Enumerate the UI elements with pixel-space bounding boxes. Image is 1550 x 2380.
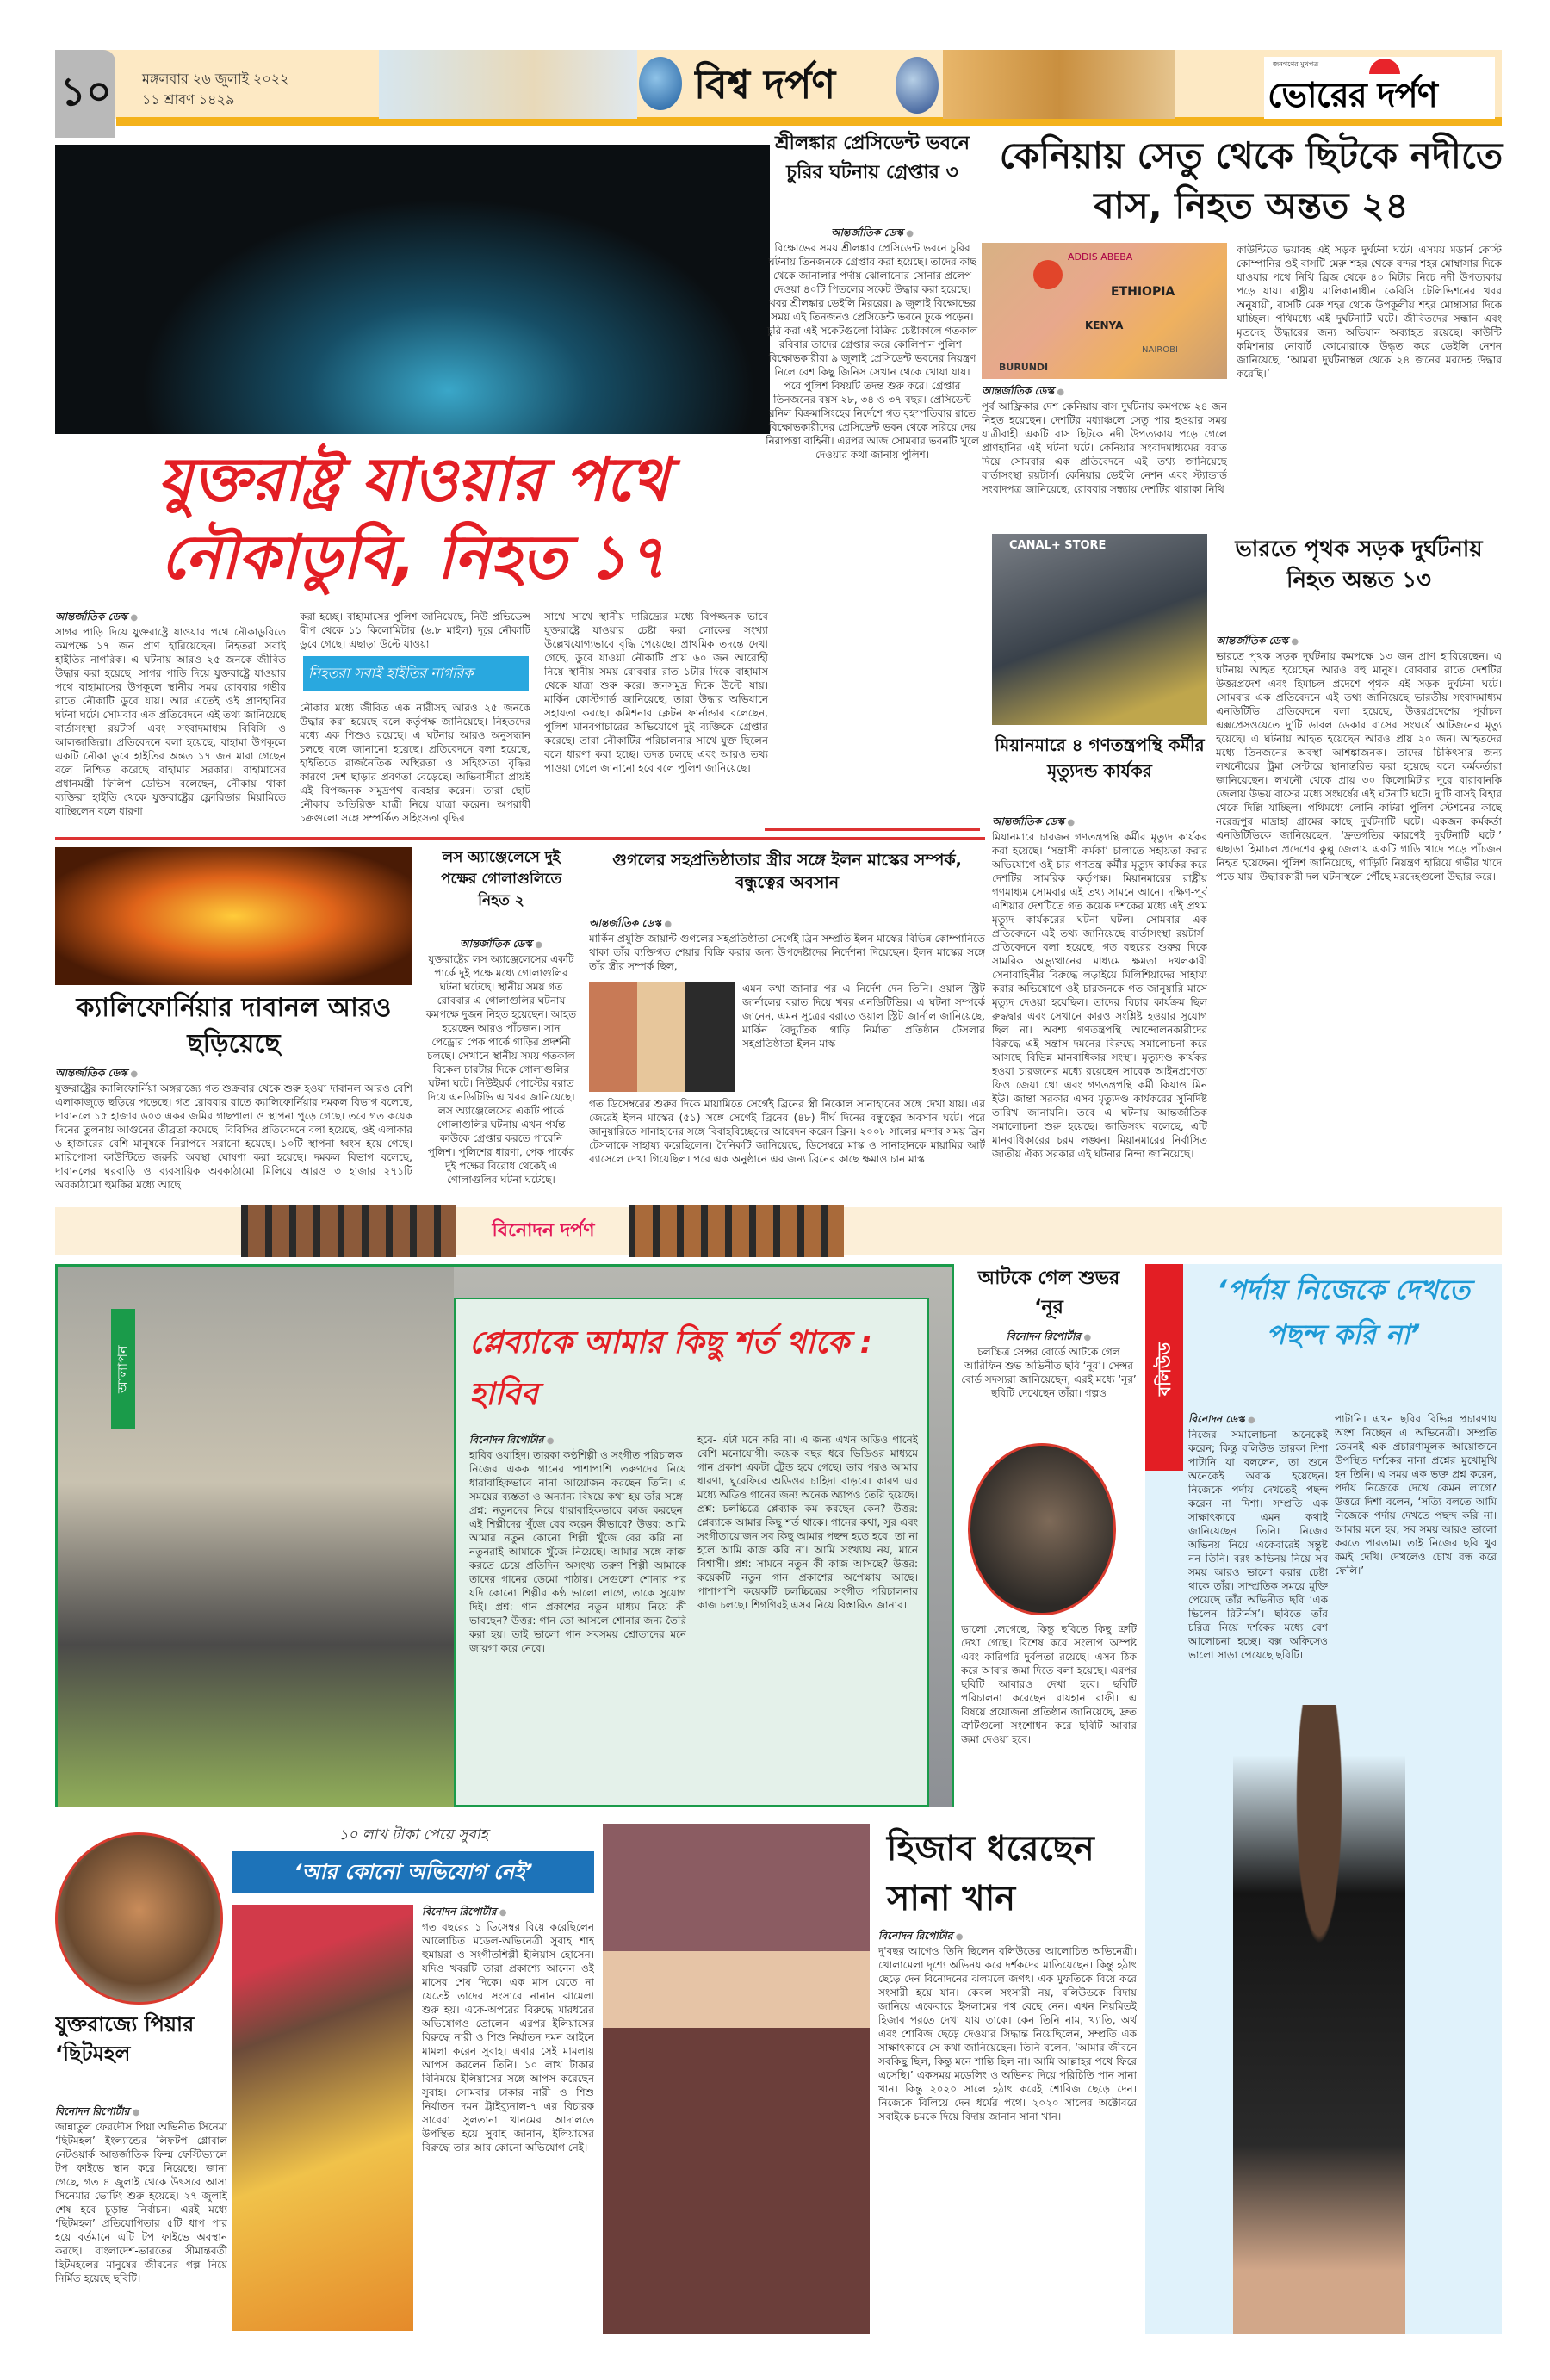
google-article-side: এমন কথা জানার পর এ নির্দেশ দেন তিনি। ওয়াল স্ট্রিট জার্নালের বরাত দিয়ে খবর এনডিটিভির। এ ঘটনা সম্পর্কে জানেন, এমন সূত্রের বরাতে ওয়াল স্ট্রিট জার্নাল জানিয়েছে, মার্কিন বৈদ্যুতিক গাড়ি নির্মাতা প্রতিষ্ঠান টেসলার সহপ্রতিষ্ঠাতা ইলন মাস্ক [742,982,985,1050]
article-text: গত বছরের ১ ডিসেম্বর বিয়ে করেছিলেন আলোচিত মডেল-অভিনেত্রী সুবাহ শাহ হুমায়রা ও সংগীতশিল্পী ইলিয়াস হোসেন। যদিও খবরটি তারা প্রকাশ্যে আনেন ওই মাসের শেষ দিকে। এক মাস যেতে না যেতেই তাদের সংসারে নানান ঝামেলা শুরু হয়। একে-অপরের বিরুদ্ধে মারধরের অভিযোগও তোলেন। এরপর ইলিয়াসের বিরুদ্ধে নারী ও শিশু নির্যাতন দমন আইনে মামলা করেন সুবাহ। এবার সেই মামলায় আপস করলেন তিনি। ১০ লাখ টাকার বিনিময়ে ইলিয়াসের সঙ্গে আপস করেছেন সুবাহ। সোমবার ঢাকার নারী ও শিশু নির্যাতন দমন ট্রাইব্যুনাল-৭ এর বিচারক সাবেরা সুলতানা খানমের আদালতে উপস্থিত হয়ে সুবাহ জানান, ইলিয়াসের বিরুদ্ধে তার আর কোনো অভিযোগ নেই। [422,1921,594,2154]
kenya-headline: কেনিয়ায় সেতু থেকে ছিটকে নদীতে বাস, নিহত অন্তত ২৪ [999,134,1504,226]
shuvo-photo [968,1443,1116,1615]
map-label: KENYA [1085,319,1124,332]
logo-tagline: জনগণের মুখপত্র [1273,60,1319,68]
article-text: চলচ্চিত্র সেন্সর বোর্ডে আটকে গেল আরিফিন শুভ অভিনীত ছবি ‘নূর’। সেন্সর বোর্ড সদস্যরা জানিয়েছেন, এরই মধ্যে ‘নূর’ ছবিটি দেখেছেন তাঁরা। গল্পও [961,1346,1137,1399]
srilanka-article [765,226,980,821]
shuvo-headline: আটকে গেল শুভর ‘নূর [977,1267,1120,1318]
myanmar-headline: মিয়ানমারে ৪ গণতন্ত্রপন্থি কর্মীর মৃত্যুদন্ড কার্যকর [995,734,1205,781]
date-gregorian: মঙ্গলবার ২৬ জুলাই ২০২২ [142,71,289,87]
byline: বিনোদন ডেস্ক ● [1188,1412,1328,1428]
byline: বিনোদন রিপোর্টার ● [878,1929,1137,1944]
boat-headline: যুক্তরাষ্ট্র যাওয়ার পথে নৌকাডুবি, নিহত ১৭ [158,444,669,592]
piya-article [55,2104,227,2334]
india-headline: ভারতে পৃথক সড়ক দুর্ঘটনায় নিহত অন্তত ১৩ [1235,536,1483,593]
world-landmarks-image [379,50,637,119]
article-text: নিজের সমালোচনা অনেকেই করেন; কিন্তু বলিউড তারকা দিশা পাটানি যা বললেন, তা শুনে অনেকেই অবাক হয়েছেন। নিজেকে পর্দায় দেখতেই পছন্দ করেন না দিশা। সম্প্রতি এক সাক্ষাৎকারে এমন কথাই জানিয়েছেন তিনি। নিজের অভিনয় নিয়ে একেবারেই সন্তুষ্ট নন তিনি। বরং অভিনয় নিয়ে সব সময় আরও ভালো করার চেষ্টা থাকে তাঁর। সাম্প্রতিক সময়ে মুক্তি পেয়েছে তাঁর অভিনীত ছবি ‘এক ভিলেন রিটার্নস’। ছবিতে তাঁর চরিত্র নিয়ে দর্শকের মধ্যে বেশ আলোচনা হচ্ছে। বক্স অফিসেও ভালো সাড়া পেয়েছে ছবিটি। [1188,1429,1328,1661]
boat-article-col3 [544,610,768,825]
byline: বিনোদন রিপোর্টার ● [469,1433,686,1448]
article-text: করা হচ্ছে। বাহামাসের পুলিশ জানিয়েছে, নিউ প্রভিডেন্স দ্বীপ থেকে ১১ কিলোমিটার (৬.৮ মাইল) দূরে নৌকাটি ডুবে গেছে। এছাড়া উল্টে যাওয়া [300,610,530,650]
boat-article-col1 [55,610,286,825]
article-text: ভারতে পৃথক সড়ক দুর্ঘটনায় কমপক্ষে ১৩ জন প্রাণ হারিয়েছেন। এ ঘটনায় আহত হয়েছেন আরও বহু মানুষ। রোববার রাতে দেশটির উত্তরপ্রদেশ এবং হিমাচল প্রদেশে পৃথক এই সড়ক দুর্ঘটনা ঘটে। সোমবার এক প্রতিবেদনে এই তথ্য জানিয়েছে ভারতীয় সংবাদমাধ্যম এনডিটিভি। প্রতিবেদনে বলা হয়েছে, উত্তরপ্রদেশের পূর্বাচল এক্সপ্রেসওয়েতে দু'টি ডাবল ডেকার বাসের সংঘর্ষে আটজনের মৃত্যু হয়েছে। এ ঘটনায় আহত হয়েছেন আরও প্রায় ২০ জন। আহতদের মধ্যে তিনজনের অবস্থা আশঙ্কাজনক। তাদের চিকিৎসার জন্য লখনৌয়ের ট্রমা সেন্টারে স্থানান্তরিত করা হয়েছে বলে কর্মকর্তারা জানিয়েছেন। লখনৌ থেকে প্রায় ৩০ কিলোমিটার দূরে বারাবানকি জেলায় উভয় বাসের মধ্যে সংঘর্ষের এই ঘটনাটি ঘটে। দু'টি বাসই বিহার থেকে দিল্লি যাচ্ছিল। পথিমধ্যে লোনি কাটরা পুলিশ স্টেশনের কাছে নরেন্দ্রপুর মাদ্রাহা গ্রামের কাছে দুর্ঘটনাটি ঘটে। একজন কর্মকর্তা এনডিটিভিকে জানিয়েছেন, ‘দ্রুতগতির কারণেই দুর্ঘটনাটি ঘটে।’ এছাড়া হিমাচল প্রদেশের কুল্লু জেলায় একটি গাড়ি খাদে পড়ে পাঁচজন নিহত হয়েছেন। পুলিশ জানিয়েছে, গাড়িটি নিয়ন্ত্রণ হারিয়ে গভীর খাদে পড়ে যায়। উদ্ধারকারী দল ঘটনাস্থলে পৌঁছে মরদেহগুলো উদ্ধার করে। [1216,650,1502,883]
article-text: নৌকার মধ্যে জীবিত এক নারীসহ আরও ২৫ জনকে উদ্ধার করা হয়েছে বলে কর্তৃপক্ষ জানিয়েছে। নিহতদের মধ্যে এক শিশুও রয়েছে। এ ঘটনায় আরও অনুসন্ধান চলছে বলে জানানো হয়েছে। প্রতিবেদনে বলা হয়েছে, হাইতিতে রাজনৈতিক অস্থিরতা ও সহিংসতা বৃদ্ধির কারণে দেশ ছাড়ার প্রবণতা বেড়েছে। অভিবাসীরা প্রায়ই এই বিপজ্জনক সমুদ্রপথ ব্যবহার করেন। তারা ছোট নৌকায় অতিরিক্ত যাত্রী নিয়ে যাত্রা করেন। অপরাধী চক্রগুলো সঙ্গে সম্পর্কিত সহিংসতা বৃদ্ধির [300,702,530,824]
article-text: হাবিব ওয়াহিদ। তারকা কণ্ঠশিল্পী ও সংগীত পরিচালক। নিজের একক গানের পাশাপাশি তরুণদের নিয়ে ধারাবাহিকভাবে নানা আয়োজন করছেন তিনি। এ সময়ের ব্যস্ততা ও অন্যান্য বিষয়ে কথা হয় তাঁর সঙ্গে- প্রশ্ন: নতুনদের নিয়ে ধারাবাহিকভাবে কাজ করছেন। এই শিল্পীদের খুঁজে বের করেন কীভাবে? উত্তর: আমি আমার নতুন কোনো শিল্পী খুঁজে বের করি না। নতুনরাই আমাকে খুঁজে নিয়েছে। আমার সঙ্গে কাজ করতে চেয়ে প্রতিদিন অসংখ্য তরুণ শিল্পী আমাকে তাদের গানের ডেমো পাঠায়। সেগুলো শোনার পর যদি কোনো শিল্পীর কণ্ঠ ভালো লাগে, তাকে সুযোগ দিই। প্রশ্ন: গান প্রকাশের নতুন মাধ্যম নিয়ে কী ভাবছেন? উত্তর: গান তো আসলে শোনার জন্য তৈরি করা হয়। তাই ভালো গান সবসময় শ্রোতাদের মনে জায়গা করে নেবে। [469,1449,686,1654]
google-article-intro [589,916,985,978]
photo-sign-text: CANAL+ STORE [1009,539,1107,552]
kenya-map-image [982,243,1227,379]
byline: আন্তর্জাতিক ডেস্ক ● [982,384,1227,400]
sana-khan-photo [603,1824,870,2334]
map-pin-icon [1033,260,1063,289]
section-title-world: বিশ্ব দর্পণ [694,61,836,108]
myanmar-article [992,815,1207,1185]
boat-article-col2 [300,610,530,825]
divider [765,828,980,831]
habib-article-col2: হবে- এটা মনে করি না। এ জন্য এখন অডিও গানেই বেশি মনোযোগী। কয়েক বছর ধরে ভিডিওর মাধ্যমে গান প্রকাশ একটা ট্রেন্ড হয়ে গেছে। তার পরও আমার ধারণা, ঘুরেফিরে অডিওর চাহিদা বাড়বে। কারণ এর মধ্যে অডিও গানের জন্য অনেক অ্যাপও তৈরি হয়েছে। প্রশ্ন: চলচ্চিত্রে প্লেব্যাক কম করছেন কেন? উত্তর: প্লেব্যাকে আমার কিছু শর্ত থাকে। গানের কথা, সুর এবং সংগীতায়োজন সব কিছু আমার পছন্দ হতে হবে। তা না হলে আমি কাজ করি না। আমি সংখ্যায় নয়, মানে বিশ্বাসী। প্রশ্ন: সামনে নতুন কী কাজ আসছে? উত্তর: কয়েকটি নতুন গান প্রকাশের অপেক্ষায় আছে। পাশাপাশি কয়েকটি চলচ্চিত্রের সংগীত পরিচালনার কাজ চলছে। শিগগিরই এসব নিয়ে বিস্তারিত জানাব। [698,1434,918,1611]
shuvo-article-intro [961,1329,1137,1438]
myanmar-soldiers-photo [992,534,1207,725]
brin-shanahan-musk-photo [589,982,735,1092]
bollywood-tab-label: বলিউড [1154,1342,1175,1397]
boat-pull-quote: নিহতরা সবাই হাইতির নাগরিক [303,656,529,691]
map-label: BURUNDI [999,362,1049,373]
disha-patani-photo [1233,1705,1405,2334]
la-article [425,937,577,1195]
byline: আন্তর্জাতিক ডেস্ক ● [55,1066,412,1082]
kenya-article-left [982,384,1227,527]
article-text: দু'বছর আগেও তিনি ছিলেন বলিউডের আলোচিত অভিনেত্রী। খোলামেলা দৃশ্যে অভিনয় করে দর্শকদের মাতিয়েছেন। কিন্তু হঠাৎ ছেড়ে দেন বিনোদনের ঝলমলে জগৎ। এক মুফতিকে বিয়ে করে সংসারী হয়ে যান। কেবল সংসারী নয়, বলিউডকে বিদায় জানিয়ে একেবারে ইসলামের পথ বেছে নেন। এখন নিয়মিতই হিজাব পরতে দেখা যায় তাকে। কেন তিনি নাম, খ্যাতি, অর্থ এবং শোবিজ ছেড়ে দেওয়ার সিদ্ধান্ত নিয়েছিলেন, সম্প্রতি এক সাক্ষাৎকারে সে কথা জানিয়েছেন। তিনি বলেন, ‘আমার জীবনে সবকিছু ছিল, কিন্তু মনে শান্তি ছিল না। আমি আল্লাহর পথে ফিরে এসেছি।’ একসময় মডেলিং ও অভিনয় দিয়ে পরিচিতি পান সানা খান। কিন্তু ২০২০ সালে হঠাৎ করেই শোবিজ ছেড়ে দেন। নিজেকে বিলিয়ে দেন ধর্মের পথে। ২০২০ সালের অক্টোবরে সবাইকে চমকে দিয়ে বিদায় জানান সানা খান। [878,1945,1137,2123]
la-headline: লস অ্যাঞ্জেলেসে দুই পক্ষের গোলাগুলিতে নিহত ২ [440,849,562,909]
byline: আন্তর্জাতিক ডেস্ক ● [55,610,286,625]
divider [55,837,985,840]
article-text: যুক্তরাষ্ট্রের ক্যালিফোর্নিয়া অঙ্গরাজ্যে গত শুক্রবার থেকে শুরু হওয়া দাবানল আরও বেশি এলাকাজুড়ে ছড়িয়ে পড়েছে। গত রোববার রাতে ক্যালিফোর্নিয়ার দমকল বিভাগ বলেছে, দাবানলে ১৫ হাজার ৬০৩ একর জমির গাছপালা ও স্থাপনা পুড়ে গেছে। তবে গত কয়েক দিনের তুলনায় আগুনের তীব্রতা কমেছে। বিবিসির প্রতিবেদনে বলা হয়েছে, ওই এলাকার ৬ হাজারের বেশি মানুষকে নিরাপদে সরানো হয়েছে। ১০টি স্থাপনা ধ্বংস হয়ে গেছে। মারিপোসা কাউন্টিতে জরুরি অবস্থা ঘোষণা করা হয়েছে। দমকল বিভাগ বলেছে, দাবানলের ঘরবাড়ি ও ব্যবসায়িক অবকাঠামো মিলিয়ে আরও ৩ হাজার ২৭১টি অবকাঠামো হুমকির মধ্যে আছে। [55,1082,412,1191]
byline: বিনোদন রিপোর্টার ● [422,1905,594,1920]
wildfire-photo [55,847,412,985]
subah-article [422,1905,594,2334]
globe-icon [896,57,939,114]
kenya-article-right: কাউন্টিতে ভয়াবহ এই সড়ক দুর্ঘটনা ঘটে। এসময় মডার্ন কোস্ট কোম্পানির ওই বাসটি মেরু শহর থেকে বন্দর শহর মোম্বাসার দিকে যাওয়ার পথে নিথি ব্রিজ থেকে ৪০ মিটার নিচে নদী উপত্যকায় পড়ে যায়। রাষ্ট্রীয় মালিকানাধীন কেবিসি টেলিভিশনের খবর অনুযায়ী, বাসটি মেরু শহর থেকে উপকূলীয় শহর মোম্বাসার দিকে যাচ্ছিল। পথিমধ্যে এই দুর্ঘটনাটি ঘটে। জীবিতদের সন্ধান এবং মৃতদেহ উদ্ধারের জন্য অভিযান অব্যাহত রয়েছে। কাউন্টি কমিশনার নোবার্ট কোমোরাকে উদ্ধৃত করে ডেইলি নেশন জানিয়েছে, ‘আমরা দুর্ঘটনাস্থল থেকে ২৪ জনের মরদেহ উদ্ধার করেছি।’ [1237,244,1502,380]
article-text: পূর্ব আফ্রিকার দেশ কেনিয়ায় বাস দুর্ঘটনায় কমপক্ষে ২৪ জন নিহত হয়েছেন। দেশটির মধ্যাঞ্চলে সেতু পার হওয়ার সময় যাত্রীবাহী একটি বাস ছিটকে নদী উপত্যকায় পড়ে গেলে প্রাণহানির এই ঘটনা ঘটে। কেনিয়ার সংবাদমাধ্যমের বরাত দিয়ে সোমবার এক প্রতিবেদনে এই তথ্য জানিয়েছে বার্তাসংস্থা রয়টার্স। কেনিয়ার ডেইলি নেশন এবং স্ট্যান্ডার্ড সংবাদপত্র জানিয়েছে, রোববার সন্ধ্যায় দেশটির থারাকা নিথি [982,400,1227,495]
california-headline: ক্যালিফোর্নিয়ার দাবানল আরও ছড়িয়েছে [76,993,392,1059]
sana-headline: হিজাব ধরেছেন সানা খান [887,1829,1094,1918]
google-article-body: গত ডিসেম্বরের শুরুর দিকে মায়ামিতে সের্গেই ব্রিনের স্ত্রী নিকোল সানাহানের সঙ্গে দেখা যায়। এর জেরেই ইলন মাস্কের (৫১) সঙ্গে সের্গেই ব্রিনের (৪৮) দীর্ঘ দিনের বন্ধুত্বের অবসান ঘটে। পরে জানুয়ারিতে সানাহানের সঙ্গে বিবাহবিচ্ছেদের আবেদন করেন ব্রিন। ২০০৮ সালের মন্দার সময় ব্রিন টেসলাকে সাহায্য করেছিলেন। দৈনিকটি জানিয়েছে, ডিসেম্বরে মাস্ক ও সানাহানকে মায়ামির আর্ট ব্যাসেলে দেখা গিয়েছিল। পরে এক অনুষ্ঠানে এর জন্য ব্রিনের কাছে ক্ষমাও চান মাস্ক। [589,1098,985,1165]
article-text: সাগর পাড়ি দিয়ে যুক্তরাষ্ট্রে যাওয়ার পথে নৌকাডুবিতে কমপক্ষে ১৭ জন প্রাণ হারিয়েছেন। নিহতরা সবাই হাইতির নাগরিক। এ ঘটনায় আরও ২৫ জনকে জীবিত উদ্ধার করা হয়েছে। সাগর পাড়ি দিয়ে যুক্তরাষ্ট্রে যাওয়ার পথে বাহামাসের উপকূলে স্থানীয় সময় রোববার গভীর রাতে নৌকাটি ডুবে যায়। আর এতেই ওই প্রাণহানির ঘটনা ঘটে। সোমবার এক প্রতিবেদনে এই তথ্য জানিয়েছে বার্তাসংস্থা রয়টার্স এবং সংবাদমাধ্যম বিবিসি ও আলজাজিরা। প্রতিবেদনে বলা হয়েছে, বাহামা উপকূলে একটি নৌকা ডুবে হাইতির অন্তত ১৭ জন মারা গেছেন বলে নিশ্চিত করেছে বাহামার সরকার। বাহামাসের প্রধানমন্ত্রী ফিলিপ ডেভিস বলেছেন, নৌকায় থাকা ব্যক্তিরা হাইতি থেকে যুক্তরাষ্ট্রের ফ্লোরিডার মিয়ামিতে যাচ্ছিলেন বলে ধারণা [55,626,286,817]
film-strip-left-image [241,1205,456,1257]
map-label: ADDIS ABEBA [1068,251,1133,263]
article-text: যুক্তরাষ্ট্রের লস অ্যাঞ্জেলেসের একটি পার্কে দুই পক্ষে মধ্যে গোলাগুলির ঘটনা ঘটেছে। স্থানীয় সময় গত রোববার এ গোলাগুলির ঘটনায় কমপক্ষে দুজন নিহত হয়েছেন। আহত হয়েছেন আরও পাঁচজন। সান পেড্রোর পেক পার্কে গাড়ির প্রদর্শনী চলছে। সেখানে স্থানীয় সময় গতকাল বিকেল চারটার দিকে গোলাগুলির ঘটনা ঘটে। নিউইয়র্ক পোস্টের বরাত দিয়ে এনডিটিভি এ খবর জানিয়েছে। লস অ্যাঞ্জেলেসের একটি পার্কে গোলাগুলির ঘটনায় এখন পর্যন্ত কাউকে গ্রেপ্তার করতে পারেনি পুলিশ। পুলিশের ধারণা, পেক পার্কের দুই পক্ষের বিরোধ থেকেই এ গোলাগুলির ঘটনা ঘটেছে। [425,953,577,1186]
piya-headline: যুক্তরাজ্যে পিয়ার ‘ছিটমহল [55,2012,195,2066]
article-text: সাথে সাথে স্থানীয় দারিদ্র্যের মধ্যে বিপজ্জনক ভাবে যুক্তরাষ্ট্রে যাওয়ার চেষ্টা করা লোকের সংখ্যা উল্লেখযোগ্যভাবে বৃদ্ধি পেয়েছে। প্রাথমিক তদন্তে দেখা গেছে, ডুবে যাওয়া নৌকাটি প্রায় ৬০ জন আরোহী নিয়ে স্থানীয় সময় রোববার রাত ১টার দিকে বাহামাস থেকে যাত্রা শুরু করে। জনসমুদ্র দিকে উল্টে যায়। মার্কিন কোস্টগার্ড জানিয়েছে, তারা উদ্ধার অভিযানে সহায়তা করছে। কমিশনার ক্লেটন ফার্নান্ডার বলেছেন, পুলিশ মানবপাচারের অভিযোগে দুই ব্যক্তিকে গ্রেপ্তার করেছে। তারা নৌকাটির পরিচালনার সাথে যুক্ত ছিলেন বলে ধারণা করা হচ্ছে। তদন্ত চলছে এবং আরও তথ্য পাওয়া গেলে জানানো হবে বলে পুলিশ জানিয়েছে। [544,610,768,774]
article-text: জান্নাতুল ফেরদৌস পিয়া অভিনীত সিনেমা ‘ছিটমহল’ ইংল্যান্ডের লিফটপ গ্লোবাল নেটওয়ার্ক আন্তর্জাতিক ফিল্ম ফেস্টিভ্যালে টপ ফাইভে স্থান করে নিয়েছে। জানা গেছে, গত ৪ জুলাই থেকে উৎসবে আসা সিনেমার ভোটিং শুরু হয়েছে। ২৭ জুলাই শেষ হবে চূড়ান্ত নির্বাচন। এরই মধ্যে ‘ছিটমহল’ প্রতিযোগিতার ৫টি ধাপ পার হয়ে বর্তমানে এটি টপ ফাইভে অবস্থান করছে। বাংলাদেশ-ভারতের সীমান্তবর্তী ছিটমহলের মানুষের জীবনের গল্প নিয়ে নির্মিত হয়েছে ছবিটি। [55,2121,227,2284]
byline: আন্তর্জাতিক ডেস্ক ● [589,916,985,932]
statue-of-liberty-image [943,50,1175,119]
piya-photo [55,1832,223,2005]
habib-headline: প্লেব্যাকে আমার কিছু শর্ত থাকে : হাবিব [469,1325,873,1412]
habib-article-col1 [469,1433,686,1798]
map-label: NAIROBI [1142,345,1178,355]
boat-rescue-photo [55,145,770,434]
byline: আন্তর্জাতিক ডেস্ক ● [425,937,577,952]
disha-headline: ‘পর্দায় নিজেকে দেখতে পছন্দ করি না’ [1217,1274,1470,1351]
article-text: বিক্ষোভের সময় শ্রীলঙ্কার প্রেসিডেন্ট ভবনে চুরির ঘটনায় তিনজনকে গ্রেপ্তার করা হয়েছে। তাদের কাছ থেকে জানালার পর্দায় ঝোলানোর সোনার প্রলেপ দেওয়া ৪০টি পিতলের সকেট উদ্ধার করা হয়েছে। খবর শ্রীলঙ্কার ডেইলি মিররের। ৯ জুলাই বিক্ষোভের সময় এই তিনজনও প্রেসিডেন্ট ভবনে ঢুকে পড়েন। চুরি করা এই সকেটগুলো বিক্রির চেষ্টাকালে গতকাল রবিবার তাদের গ্রেপ্তার করে কোলিপান পুলিশ। বিক্ষোভকারীরা ৯ জুলাই প্রেসিডেন্ট ভবনের নিয়ন্ত্রণ নিলে বেশ কিছু জিনিস সেখান থেকে খোয়া যায়। পরে পুলিশ বিষয়টি তদন্ত শুরু করে। গ্রেপ্তার তিনজনের বয়স ২৮, ৩৪ ও ৩৭ বছর। প্রেসিডেন্ট রনিল বিক্রমাসিংহের নির্দেশে গত বৃহস্পতিবার রাতে বিক্ষোভকারীদের প্রেসিডেন্ট ভবন থেকে সরিয়ে দেয় নিরাপত্তা বাহিনী। এরপর আজ সোমবার ভবনটি খুলে দেওয়ার কথা জানায় পুলিশ। [766,242,979,461]
film-strip-right-image [629,1205,844,1257]
byline: বিনোদন রিপোর্টার ● [961,1329,1137,1345]
subah-kicker: ১০ লাখ টাকা পেয়ে সুবাহ [338,1826,488,1844]
shuvo-article-body: ভালো লেগেছে, কিন্তু ছবিতে কিছু ত্রুটি দেখা গেছে। বিশেষ করে সংলাপ অস্পষ্ট এবং কারিগরি দুর্বলতা রয়েছে। এসব ঠিক করে আবার জমা দিতে বলা হয়েছে। এরপর ছবিটি আবারও দেখা হবে। ছবিটি পরিচালনা করেছেন রায়হান রাফী। এ বিষয়ে প্রযোজনা প্রতিষ্ঠান জানিয়েছে, দ্রুত ত্রুটিগুলো সংশোধন করে ছবিটি আবার জমা দেওয়া হবে। [961,1623,1137,1745]
byline: আন্তর্জাতিক ডেস্ক ● [765,226,980,241]
sana-article [878,1929,1137,2334]
date-bengali: ১১ শ্রাবণ ১৪২৯ [142,91,235,108]
globe-icon [639,57,682,110]
byline: আন্তর্জাতিক ডেস্ক ● [1216,634,1502,649]
article-text: মিয়ানমারে চারজন গণতন্ত্রপন্থি কর্মীর মৃত্যুদ কার্যকর করা হয়েছে। ‘সন্ত্রাসী কর্মকা’ চালাতে সহায়তা করার অভিযোগে ওই চার গণতন্ত্র কর্মীর মৃত্যুদ কার্যকর করে দেশটির সামরিক কর্তৃপক্ষ। মিয়ানমারের রাষ্ট্রীয় গণমাধ্যম সোমবার এই তথ্য সামনে আনে। দক্ষিণ-পূর্ব এশিয়ার দেশটিতে গত কয়েক দশকের মধ্যে এই প্রথম মৃত্যুদ কার্যকরের ঘটনা ঘটল। সোমবার এক প্রতিবেদনে এই তথ্য জানিয়েছে বার্তাসংস্থা রয়টার্স। প্রতিবেদনে বলা হয়েছে, গত বছরের শুরুর দিকে সামরিক অভ্যুত্থানের মাধ্যমে ক্ষমতা দখলকারী সেনাবাহিনীর বিরুদ্ধে লড়াইয়ে মিলিশিয়াদের সাহায্য করার অভিযোগে ওই চারজনকে গত জানুয়ারি মাসে মৃত্যুদ দেওয়া হয়েছিল। তাদের বিচার কার্যক্রম ছিল রুদ্ধদ্বার এবং সেখানে কারও সংশ্লিষ্ট হওয়ার সুযোগ ছিল না। অবশ্য গণতন্ত্রপন্থি আন্দোলনকারীদের বিরুদ্ধে এই সন্ত্রাস দমনের বিরুদ্ধে সমালোচনা করে আসছে বিভিন্ন মানবাধিকার সংস্থা। মৃত্যুদণ্ড কার্যকর হওয়া চারজনের মধ্যে রয়েছেন সাবেক আইনপ্রণেতা ফিও জেয়া থো এবং গণতন্ত্রপন্থি কর্মী কিয়াও মিন ইউ। জান্তা সরকার এসব মৃত্যুদণ্ড কার্যকরের সুনির্দিষ্ট তারিখ জানায়নি। তবে এ ঘটনায় আন্তর্জাতিক সমালোচনা শুরু হয়েছে। জাতিসংঘ বলেছে, এটি মানবাধিকারের চরম লঙ্ঘন। মিয়ানমারের নির্বাসিত জাতীয় ঐক্য সরকার এই ঘটনার নিন্দা জানিয়েছে। [992,831,1207,1160]
california-article [55,1066,412,1195]
subah-headline: ‘আর কোনো অভিযোগ নেই’ [232,1851,594,1893]
google-musk-headline: গুগলের সহপ্রতিষ্ঠাতার স্ত্রীর সঙ্গে ইলন মাস্কের সম্পর্ক, বন্ধুত্বের অবসান [612,851,962,892]
srilanka-headline: শ্রীলঙ্কার প্রেসিডেন্ট ভবনে চুরির ঘটনায় গ্রেপ্তার ৩ [775,133,970,183]
byline: আন্তর্জাতিক ডেস্ক ● [992,815,1207,830]
byline: বিনোদন রিপোর্টার ● [55,2104,227,2120]
subah-couple-photo [232,1905,413,2331]
interview-tab-label: আলাপন [115,1345,131,1393]
india-article [1216,634,1502,1185]
article-text: মার্কিন প্রযুক্তি জায়ান্ট গুগলের সহপ্রতিষ্ঠাতা সের্গেই ব্রিন সম্প্রতি ইলন মাস্কের বিভিন্ন কোম্পানিতে থাকা তাঁর ব্যক্তিগত শেয়ার বিক্রি করার জন্য উপদেষ্টাদের নির্দেশনা দিয়েছেন। ইলন মাস্কের সঙ্গে তাঁর স্ত্রীর সম্পর্ক ছিল, [589,933,985,972]
section-title-entertainment: বিনোদন দর্পণ [492,1220,595,1242]
logo-name: ভোরের দর্পণ [1268,76,1437,115]
page-number: ১০ [60,68,112,115]
map-label: ETHIOPIA [1111,285,1175,299]
disha-article-col2: পাটানি। এখন ছবির বিভিন্ন প্রচারণায় অংশ নিচ্ছেন এ অভিনেত্রী। সম্প্রতি তেমনই এক প্রচারণামূলক আয়োজনে উপস্থিত দর্শকের নানা প্রশ্নের মুখোমুখি হন তিনি। এ সময় এক ভক্ত প্রশ্ন করেন, পর্দায় নিজেকে দেখে কেমন লাগে? উত্তরে দিশা বলেন, ‘সত্যি বলতে আমি নিজেকে পর্দায় দেখতে পছন্দ করি না। আমার মনে হয়, সব সময় আরও ভালো করতে পারতাম। তাই নিজের ছবি খুব কমই দেখি। দেখলেও চোখ বন্ধ করে ফেলি।’ [1335,1413,1497,1577]
